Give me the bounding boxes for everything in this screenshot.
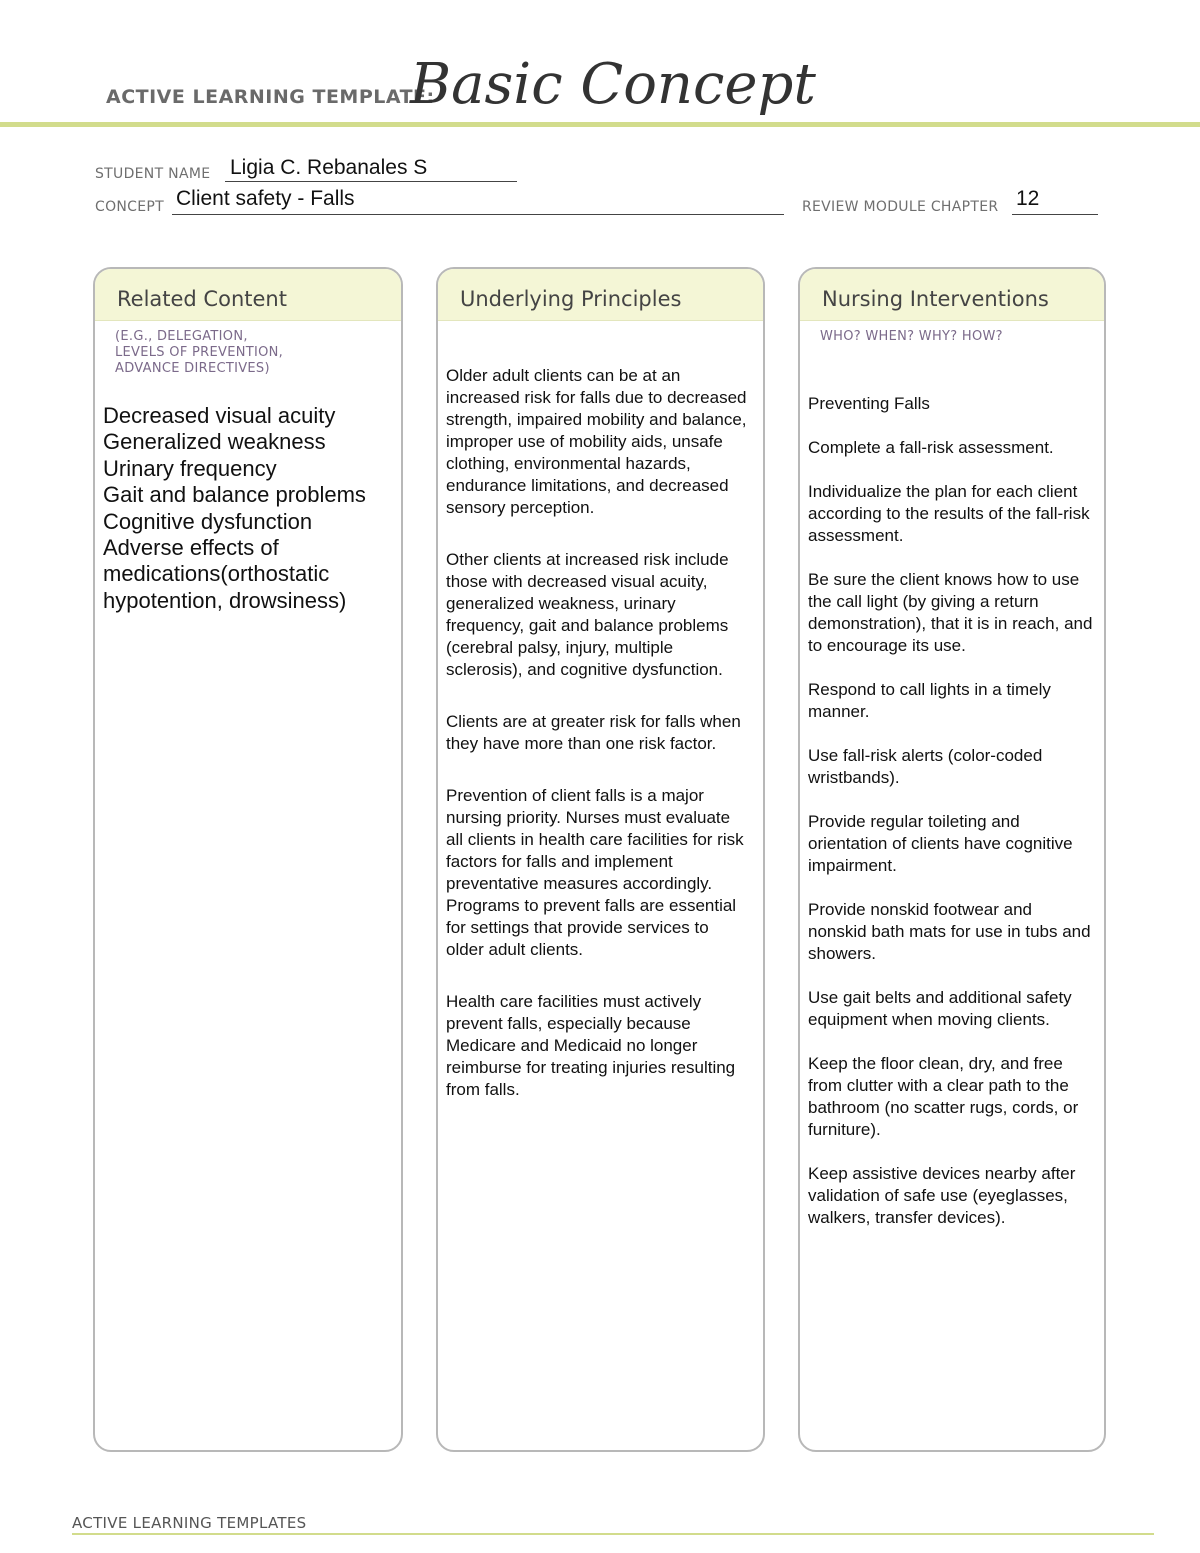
intervention-paragraph: Keep assistive devices nearby after validation of safe use (eyeglasses, walkers, transfer devices). [808, 1164, 1076, 1227]
review-module-chapter-label: REVIEW MODULE CHAPTER [802, 199, 999, 215]
concept-field[interactable]: Client safety - Falls [176, 187, 355, 210]
related-content-line: medications(orthostatic [103, 561, 330, 587]
intervention-paragraph: Use fall-risk alerts (color-coded wristbands). [808, 746, 1043, 787]
intervention-paragraph: Provide regular toileting and orientation of clients have cognitive impairment. [808, 812, 1073, 875]
principle-paragraph: Health care facilities must actively prevent falls, especially because Medicare and Medicaid no longer reimburse for treating injuries resulting from falls. [446, 992, 736, 1099]
nursing-interventions-heading: Nursing Interventions [800, 269, 1104, 321]
principle-paragraph: Programs to prevent falls are essential for settings that provide services to older adult clients. [446, 896, 737, 959]
intervention-paragraph: Provide nonskid footwear and nonskid bath mats for use in tubs and showers. [808, 900, 1091, 963]
concept-line [172, 214, 784, 215]
related-content-example-line: ADVANCE DIRECTIVES) [115, 361, 270, 376]
related-content-examples [95, 321, 401, 377]
principle-paragraph: Older adult clients can be at an increased risk for falls due to decreased strength, impaired mobility and balance, improper use of mobility aids, unsafe clothing, environmental hazards, endurance limitations, and decreased sensory perception. [446, 366, 747, 517]
related-content-line: Generalized weakness [103, 429, 326, 455]
principle-paragraph: Prevention of client falls is a major nursing priority. Nurses must evaluate all clients in health care facilities for risk factors for falls and implement preventative measures accordingly. [446, 786, 744, 893]
principle-paragraph: Other clients at increased risk include those with decreased visual acuity, generalized weakness, urinary frequency, gait and balance problems (cerebral palsy, injury, multiple sclerosis), and cognitive dysfunction. [446, 550, 729, 679]
intervention-paragraph: Be sure the client knows how to use the call light (by giving a return demonstration), that it is in reach, and to encourage its use. [808, 570, 1093, 655]
related-content-example-line: LEVELS OF PREVENTION, [115, 345, 284, 360]
review-module-chapter-line [1012, 214, 1098, 215]
intervention-paragraph: Use gait belts and additional safety equipment when moving clients. [808, 988, 1072, 1029]
student-name-label: STUDENT NAME [95, 166, 211, 182]
intervention-paragraph: Keep the floor clean, dry, and free from clutter with a clear path to the bathroom (no scatter rugs, cords, or furniture). [808, 1054, 1079, 1139]
underlying-principles-text[interactable] [438, 321, 763, 1101]
nursing-interventions-prompt: WHO? WHEN? WHY? HOW? [820, 329, 1003, 344]
student-name-line [225, 181, 517, 182]
intervention-paragraph: Individualize the plan for each client according to the results of the fall-risk assessment. [808, 482, 1090, 545]
footer-rule [72, 1533, 1154, 1535]
concept-label: CONCEPT [95, 199, 164, 215]
nursing-interventions-panel [798, 267, 1106, 1452]
review-module-chapter-field[interactable]: 12 [1016, 187, 1040, 210]
intervention-paragraph: Respond to call lights in a timely manner. [808, 680, 1051, 721]
related-content-panel [93, 267, 403, 1452]
header-rule [0, 122, 1200, 127]
related-content-line: Cognitive dysfunction [103, 508, 313, 534]
template-label: ACTIVE LEARNING TEMPLATE: [106, 86, 435, 108]
related-content-line: Adverse effects of [103, 535, 279, 561]
student-name-field[interactable]: Ligia C. Rebanales S [230, 156, 428, 179]
principle-paragraph: Clients are at greater risk for falls when they have more than one risk factor. [446, 712, 741, 753]
related-content-line: Gait and balance problems [103, 482, 366, 508]
related-content-line: Urinary frequency [103, 455, 277, 481]
related-content-text[interactable] [95, 377, 401, 614]
footer-label: ACTIVE LEARNING TEMPLATES [72, 1514, 307, 1532]
intervention-paragraph: Complete a fall-risk assessment. [808, 438, 1054, 457]
underlying-principles-heading: Underlying Principles [438, 269, 763, 321]
intervention-paragraph: Preventing Falls [808, 394, 930, 413]
related-content-heading: Related Content [95, 269, 401, 321]
related-content-line: hypotention, drowsiness) [103, 587, 347, 613]
template-title: Basic Concept [410, 52, 816, 117]
underlying-principles-panel [436, 267, 765, 1452]
related-content-example-line: (E.G., DELEGATION, [115, 329, 248, 344]
nursing-interventions-text[interactable] [800, 345, 1104, 1229]
related-content-line: Decreased visual acuity [103, 403, 336, 428]
